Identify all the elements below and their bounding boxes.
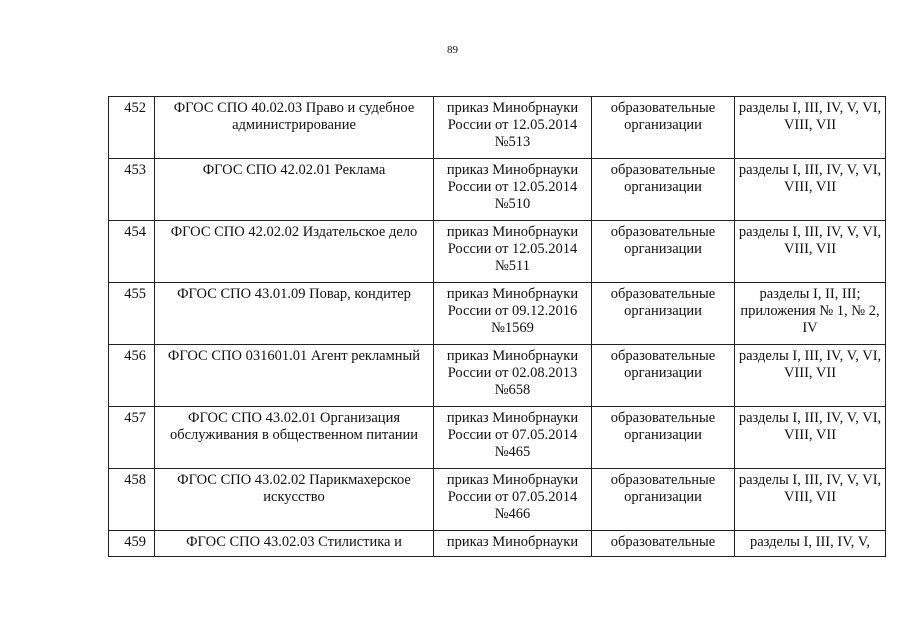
table-row	[109, 97, 886, 159]
order-cell: приказ Минобрнауки	[434, 531, 592, 557]
table-row	[109, 407, 886, 469]
standard-cell: ФГОС СПО 031601.01 Агент рекламный	[155, 345, 434, 407]
row-number: 452	[109, 97, 155, 159]
page-number: 89	[447, 44, 458, 56]
standard-cell: ФГОС СПО 43.02.03 Стилистика и	[155, 531, 434, 557]
sections-cell: разделы I, III, IV, V, VI, VIII, VII	[735, 469, 886, 531]
row-number: 456	[109, 345, 155, 407]
standard-cell: ФГОС СПО 43.01.09 Повар, кондитер	[155, 283, 434, 345]
standards-table	[108, 96, 886, 557]
standard-cell: ФГОС СПО 40.02.03 Право и судебное администрирование	[155, 97, 434, 159]
table-row	[109, 283, 886, 345]
table-row	[109, 345, 886, 407]
table-row	[109, 469, 886, 531]
row-number: 459	[109, 531, 155, 557]
row-number: 458	[109, 469, 155, 531]
sections-cell: разделы I, III, IV, V, VI, VIII, VII	[735, 407, 886, 469]
table-row	[109, 531, 886, 557]
organizations-cell: образовательные организации	[592, 221, 735, 283]
sections-cell: разделы I, II, III; приложения № 1, № 2, IV	[735, 283, 886, 345]
organizations-cell: образовательные организации	[592, 407, 735, 469]
sections-cell: разделы I, III, IV, V, VI, VIII, VII	[735, 345, 886, 407]
organizations-cell: образовательные организации	[592, 159, 735, 221]
sections-cell: разделы I, III, IV, V, VI, VIII, VII	[735, 97, 886, 159]
standard-cell: ФГОС СПО 43.02.02 Парикмахерское искусство	[155, 469, 434, 531]
table-body	[109, 97, 886, 557]
order-cell: приказ Минобрнауки России от 12.05.2014 №513	[434, 97, 592, 159]
order-cell: приказ Минобрнауки России от 02.08.2013 №658	[434, 345, 592, 407]
table-row	[109, 221, 886, 283]
table-row	[109, 159, 886, 221]
organizations-cell: образовательные	[592, 531, 735, 557]
row-number: 457	[109, 407, 155, 469]
row-number: 453	[109, 159, 155, 221]
standard-cell: ФГОС СПО 43.02.01 Организация обслуживания в общественном питании	[155, 407, 434, 469]
organizations-cell: образовательные организации	[592, 469, 735, 531]
organizations-cell: образовательные организации	[592, 97, 735, 159]
row-number: 455	[109, 283, 155, 345]
sections-cell: разделы I, III, IV, V, VI, VIII, VII	[735, 159, 886, 221]
sections-cell: разделы I, III, IV, V,	[735, 531, 886, 557]
row-number: 454	[109, 221, 155, 283]
sections-cell: разделы I, III, IV, V, VI, VIII, VII	[735, 221, 886, 283]
order-cell: приказ Минобрнауки России от 12.05.2014 №511	[434, 221, 592, 283]
order-cell: приказ Минобрнауки России от 07.05.2014 №466	[434, 469, 592, 531]
order-cell: приказ Минобрнауки России от 09.12.2016 №1569	[434, 283, 592, 345]
standard-cell: ФГОС СПО 42.02.02 Издательское дело	[155, 221, 434, 283]
order-cell: приказ Минобрнауки России от 12.05.2014 №510	[434, 159, 592, 221]
standard-cell: ФГОС СПО 42.02.01 Реклама	[155, 159, 434, 221]
order-cell: приказ Минобрнауки России от 07.05.2014 №465	[434, 407, 592, 469]
organizations-cell: образовательные организации	[592, 283, 735, 345]
organizations-cell: образовательные организации	[592, 345, 735, 407]
